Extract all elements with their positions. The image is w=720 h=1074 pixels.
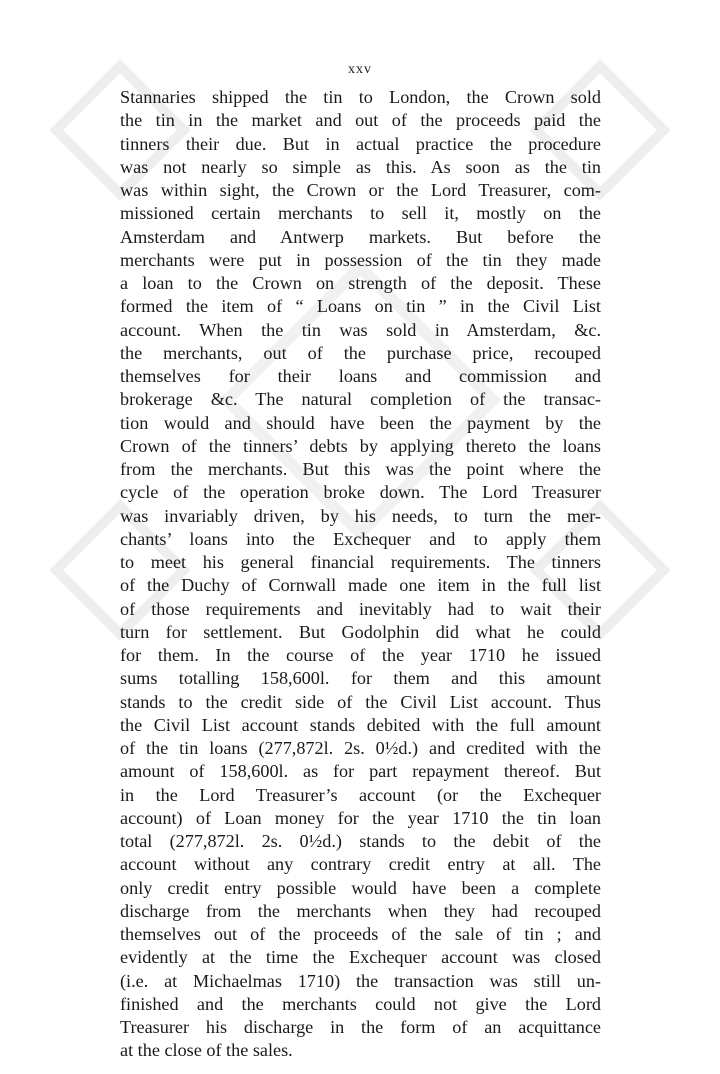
text-line: was invariably driven, by his needs, to turn the mer-	[120, 505, 601, 526]
text-line: account. When the tin was sold in Amsterdam, &c.	[120, 319, 601, 340]
text-line: the Civil List account stands debited with the full amount	[120, 714, 601, 735]
text-line: account without any contrary credit entry at all. The	[120, 854, 601, 875]
text-line: Stannaries shipped the tin to London, the Crown sold	[120, 87, 601, 107]
text-line: Amsterdam and Antwerp markets. But before the	[120, 226, 601, 247]
text-line: of the tin loans (277,872l. 2s. 0½d.) and credited with the	[120, 738, 601, 758]
text-line: of the Duchy of Cornwall made one item in the full list	[120, 575, 601, 596]
text-line: was not nearly so simple as this. As soon as the tin	[120, 156, 601, 177]
text-line: to meet his general financial requirements. The tinners	[120, 552, 601, 572]
text-line: the tin in the market and out of the proceeds paid the	[120, 110, 601, 131]
text-line: tion would and should have been the payment by the	[120, 412, 601, 433]
text-line: discharge from the merchants when they had recouped	[120, 900, 601, 921]
text-line: only credit entry possible would have been a complete	[120, 877, 601, 898]
text-line: themselves for their loans and commission and	[120, 366, 601, 386]
text-line: account) of Loan money for the year 1710 the tin loan	[120, 807, 601, 828]
text-line: merchants were put in possession of the tin they made	[120, 249, 601, 270]
text-line: chants’ loans into the Exchequer and to apply them	[120, 528, 601, 549]
text-line: Treasurer his discharge in the form of an acquittance	[120, 1017, 601, 1037]
text-line: evidently at the time the Exchequer account was closed	[120, 947, 601, 968]
text-line: cycle of the operation broke down. The Lord Treasurer	[120, 482, 601, 503]
page-number: xxv	[348, 62, 372, 77]
text-line: of those requirements and inevitably had to wait their	[120, 598, 601, 619]
text-line: finished and the merchants could not give the Lord	[120, 993, 601, 1014]
text-line: from the merchants. But this was the point where the	[120, 459, 601, 479]
text-line: tinners their due. But in actual practice the procedure	[120, 133, 601, 154]
body-paragraph	[120, 86, 601, 1063]
text-line: for them. In the course of the year 1710 he issued	[120, 645, 601, 665]
text-line: in the Lord Treasurer’s account (or the Exchequer	[120, 784, 601, 805]
text-line: amount of 158,600l. as for part repayment thereof. But	[120, 761, 601, 782]
text-line: sums totalling 158,600l. for them and this amount	[120, 668, 601, 689]
text-line: a loan to the Crown on strength of the deposit. These	[120, 273, 601, 293]
text-line: the merchants, out of the purchase price, recouped	[120, 342, 601, 363]
text-line: Crown of the tinners’ debts by applying thereto the loans	[120, 435, 601, 456]
text-line: (i.e. at Michaelmas 1710) the transaction was still un-	[120, 970, 601, 991]
text-line: missioned certain merchants to sell it, mostly on the	[120, 203, 601, 224]
text-line: turn for settlement. But Godolphin did what he could	[120, 621, 601, 642]
text-line: themselves out of the proceeds of the sale of tin ; and	[120, 924, 601, 944]
text-line: total (277,872l. 2s. 0½d.) stands to the debit of the	[120, 831, 601, 851]
text-line: was within sight, the Crown or the Lord Treasurer, com-	[120, 180, 601, 200]
text-line: brokerage &c. The natural completion of the transac-	[120, 389, 601, 410]
text-line: formed the item of “ Loans on tin ” in the Civil List	[120, 296, 601, 317]
text-line: stands to the credit side of the Civil List account. Thus	[120, 691, 601, 712]
text-line: at the close of the sales.	[120, 1040, 293, 1061]
